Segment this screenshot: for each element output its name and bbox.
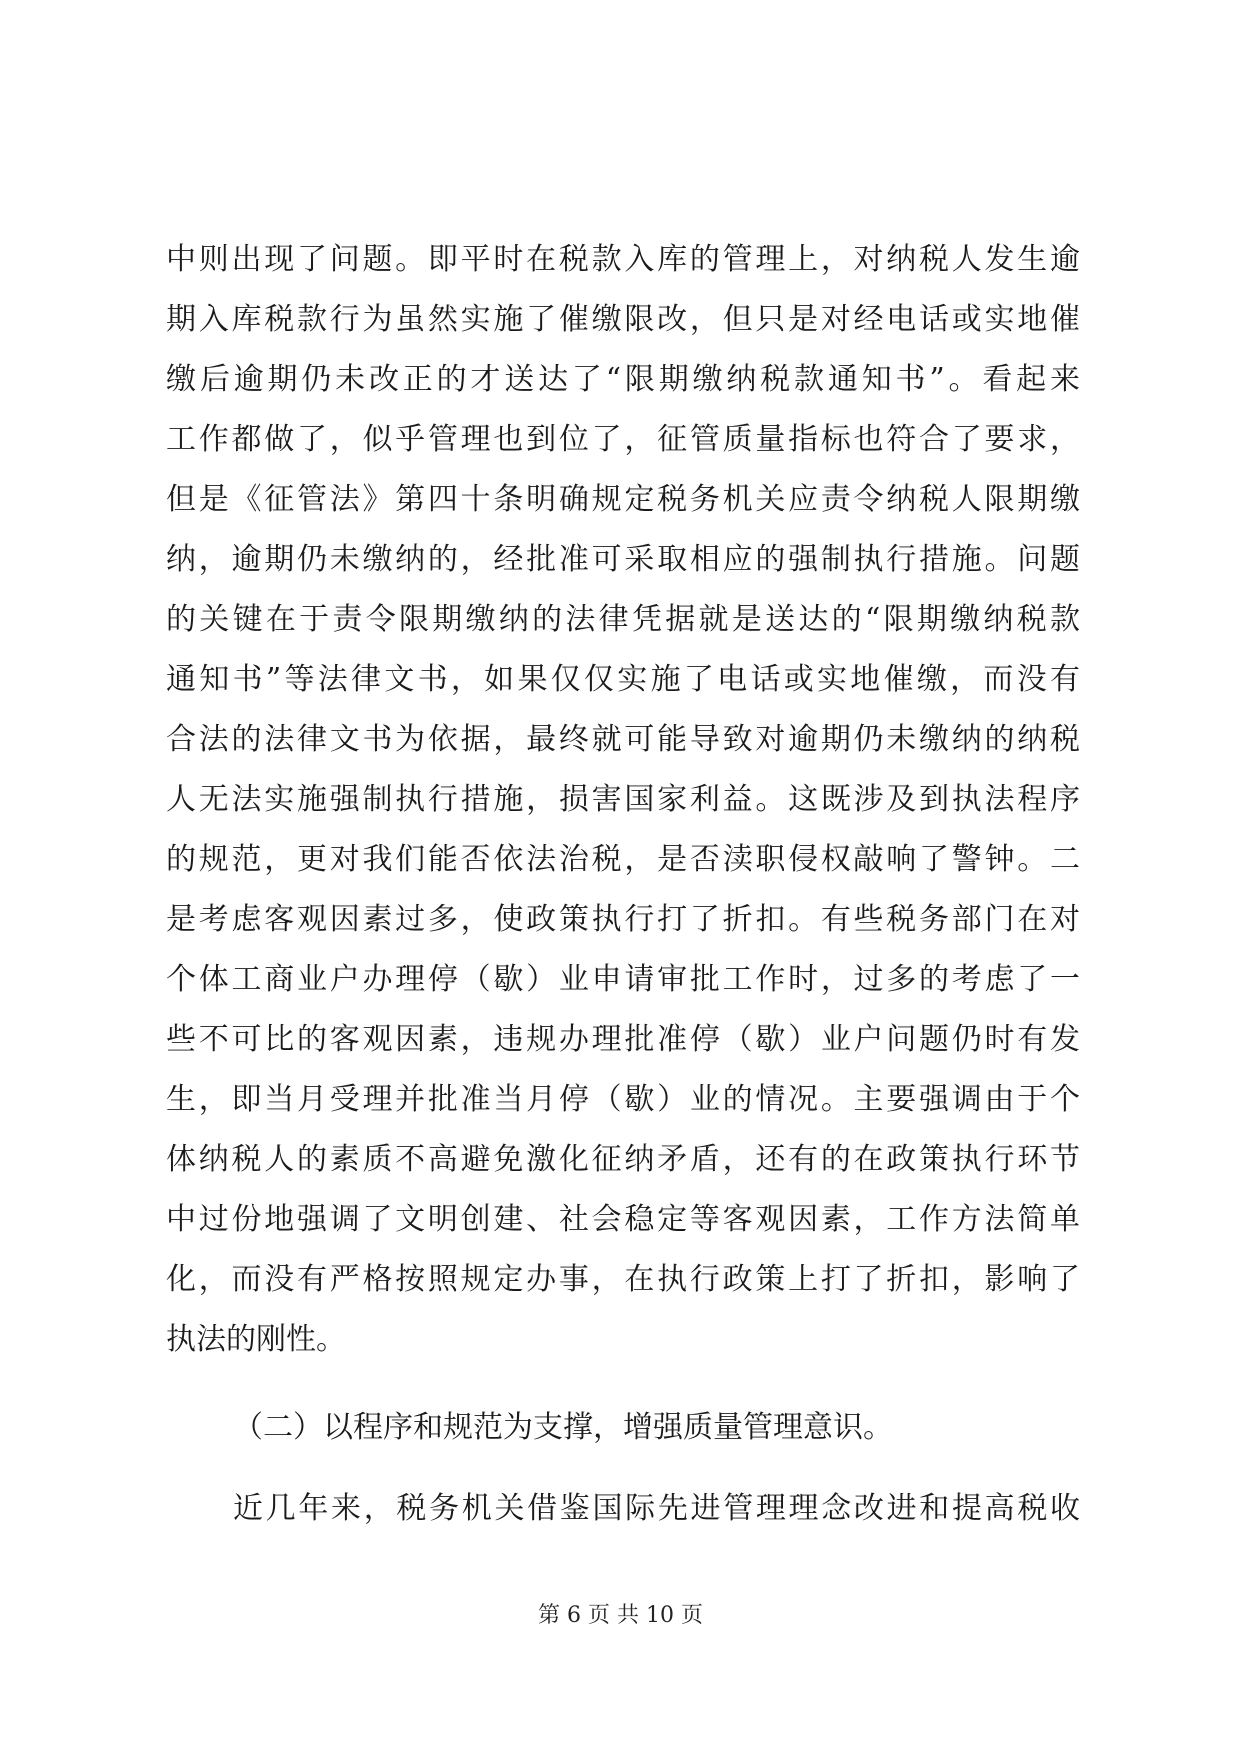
paragraph-line: 通知书”等法律文书，如果仅仅实施了电话或实地催缴，而没有 bbox=[166, 662, 1080, 697]
paragraph-line: 中过份地强调了文明创建、社会稳定等客观因素，工作方法简单 bbox=[166, 1202, 1080, 1237]
paragraph-line: 人无法实施强制执行措施，损害国家利益。这既涉及到执法程序 bbox=[166, 782, 1080, 817]
paragraph-line: 近几年来，税务机关借鉴国际先进管理理念改进和提高税收 bbox=[233, 1491, 1080, 1526]
paragraph-line: 中则出现了问题。即平时在税款入库的管理上，对纳税人发生逾 bbox=[166, 242, 1080, 277]
body-paragraph bbox=[166, 230, 1080, 1370]
paragraph-line: 个体工商业户办理停（歇）业申请审批工作时，过多的考虑了一 bbox=[166, 962, 1080, 997]
page-number-footer: 第 6 页 共 10 页 bbox=[538, 1603, 703, 1628]
paragraph-line: 合法的法律文书为依据，最终就可能导致对逾期仍未缴纳的纳税 bbox=[166, 722, 1080, 757]
paragraph-line: 但是《征管法》第四十条明确规定税务机关应责令纳税人限期缴 bbox=[166, 482, 1080, 517]
paragraph-line: 期入库税款行为虽然实施了催缴限改，但只是对经电话或实地催 bbox=[166, 302, 1080, 337]
paragraph-line: 的关键在于责令限期缴纳的法律凭据就是送达的“限期缴纳税款 bbox=[166, 602, 1080, 637]
section-heading: （二）以程序和规范为支撑，增强质量管理意识。 bbox=[233, 1410, 893, 1445]
paragraph-line: 是考虑客观因素过多，使政策执行打了折扣。有些税务部门在对 bbox=[166, 902, 1080, 937]
paragraph-line: 化，而没有严格按照规定办事，在执行政策上打了折扣，影响了 bbox=[166, 1262, 1080, 1297]
paragraph-line: 纳，逾期仍未缴纳的，经批准可采取相应的强制执行措施。问题 bbox=[166, 542, 1080, 577]
paragraph-line: 体纳税人的素质不高避免激化征纳矛盾，还有的在政策执行环节 bbox=[166, 1142, 1080, 1177]
paragraph-line: 些不可比的客观因素，违规办理批准停（歇）业户问题仍时有发 bbox=[166, 1022, 1080, 1057]
paragraph-line: 缴后逾期仍未改正的才送达了“限期缴纳税款通知书”。看起来 bbox=[166, 362, 1080, 397]
paragraph-line: 执法的刚性。 bbox=[166, 1322, 346, 1357]
paragraph-line: 工作都做了，似乎管理也到位了，征管质量指标也符合了要求， bbox=[166, 422, 1080, 457]
paragraph-line: 的规范，更对我们能否依法治税，是否渎职侵权敲响了警钟。二 bbox=[166, 842, 1080, 877]
paragraph-line: 生，即当月受理并批准当月停（歇）业的情况。主要强调由于个 bbox=[166, 1082, 1080, 1117]
